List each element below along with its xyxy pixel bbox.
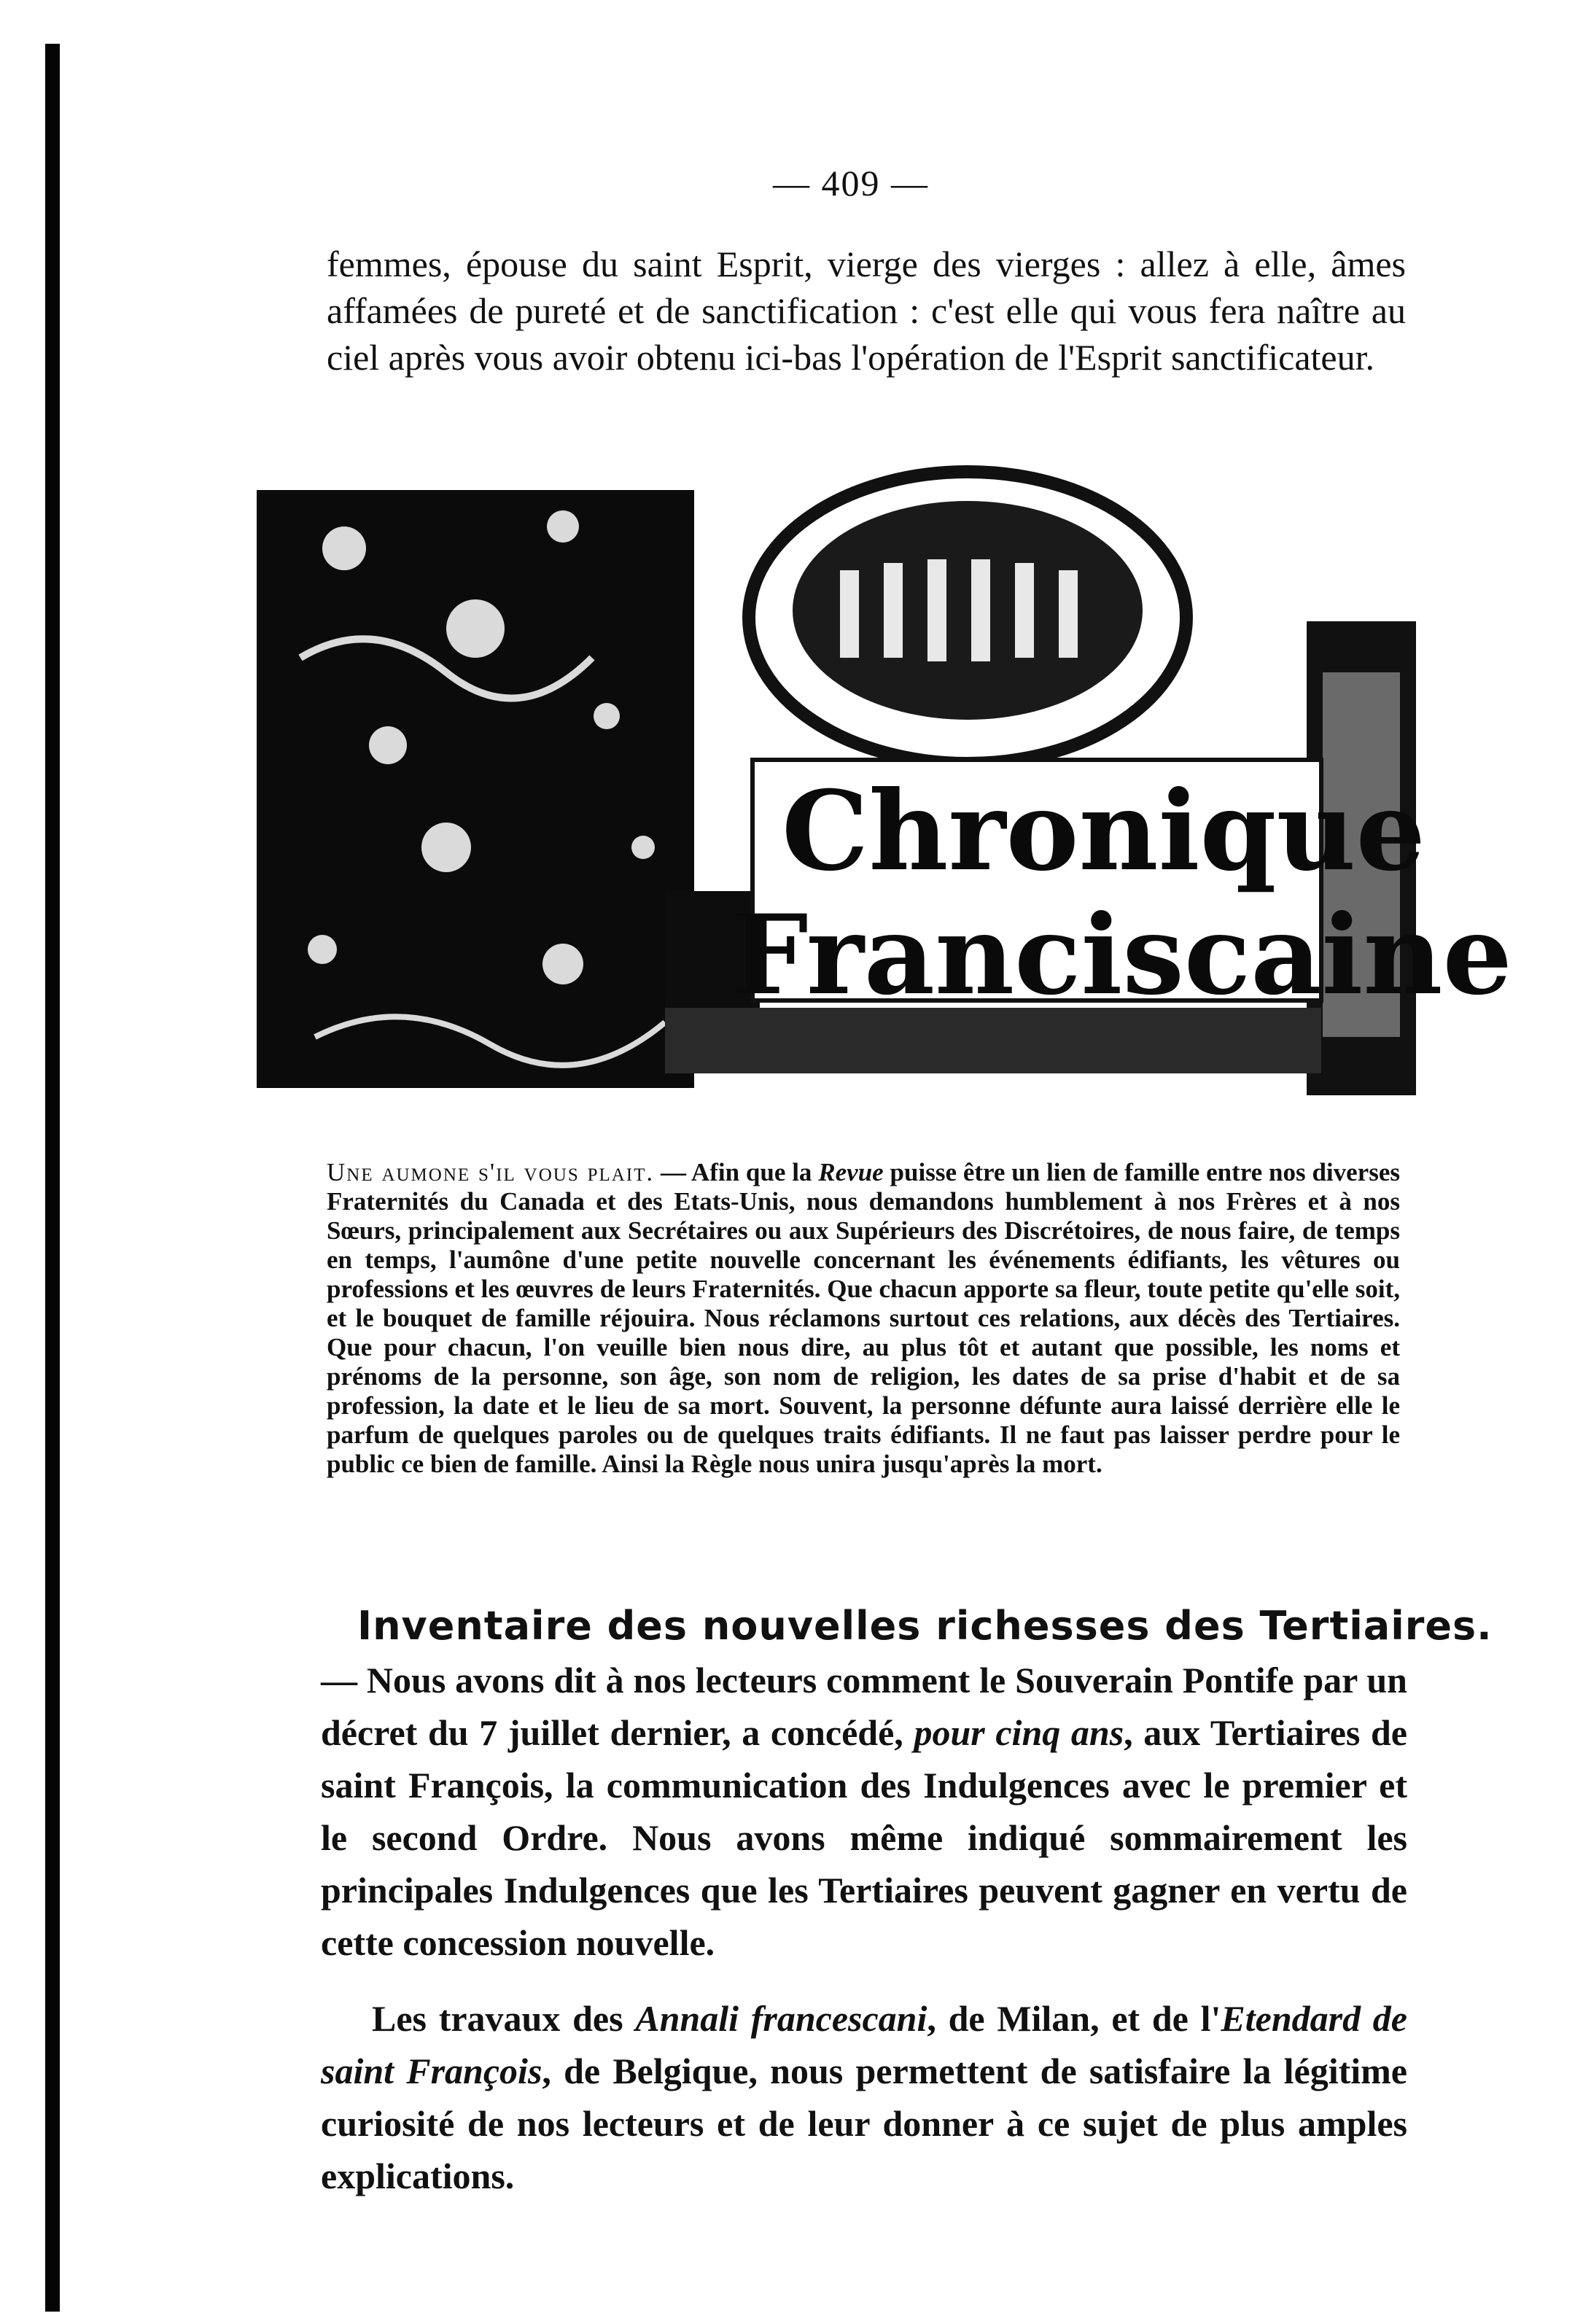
notice-text-2: puisse être un lien de famille entre nos diverses Fraternités du Canada et des Etats-Unis, nous demandons humblement à nos Frères et à nos Sœurs, principalement aux Secrétaires ou aux Supérieurs des Discrétoires, de nous faire, de temps en temps, l'aumône d'une petite nouvelle concernant les événements édifiants, les vêtures ou professions et les œuvres de leurs Fraternités. Que chacun apporte sa fleur, toute petite qu'elle soit, et le bouquet de famille réjouira. Nous réclamons surtout ces relations, aux décès des Tertiaires. Que pour chacun, l'on veuille bien nous dire, au plus tôt et autant que possible, les noms et prénoms de la personne, son âge, son nom de religion, les dates de sa prise d'habit et de sa profession, la date et le lieu de sa mort. Souvent, la personne défunte aura laissé derrière elle le parfum de quelques paroles ou de quelques traits édifiants. Il ne faut pas laisser perdre pour le public ce bien de famille. Ainsi la Règle nous unira jusqu'après la mort. (327, 1158, 1400, 1478)
section-paragraph-1 (321, 1654, 1407, 1969)
section-p2-c: , de Belgique, nous permettent de satisfaire la légitime curiosité de nos lecteurs et de leur donner à ce sujet de plus amples explications. (321, 2051, 1407, 2196)
section-heading: Inventaire des nouvelles richesses des Tertiaires. (357, 1603, 1493, 1649)
section-p1-b: , aux Tertiaires de saint François, la communication des Indulgences avec le premier et le second Ordre. Nous avons même indiqué sommairement les principales Indulgences que les Tertiaires peuvent gagner en vertu de cette concession nouvelle. (321, 1712, 1407, 1963)
top-paragraph: femmes, épouse du saint Esprit, vierge des vierges : allez à elle, âmes affamées de pureté et de sanctification : c'est elle qui vous fera naître au ciel après vous avoir obtenu ici-bas l'opération de l'Esprit sanctificateur. (327, 244, 1406, 378)
wreath-medallion (749, 472, 1186, 763)
notice-paragraph (327, 1158, 1400, 1479)
section-p1-em: pour cinq ans (914, 1712, 1124, 1753)
section-p2-em1: Annali francescani (635, 1998, 927, 2039)
section-p1-a: — Nous avons dit à nos lecteurs comment le Souverain Pontife par un décret du 7 juillet dernier, a concédé, (321, 1660, 1407, 1753)
notice-revue: Revue (818, 1158, 884, 1186)
scan-edge-bar (45, 44, 60, 2312)
page-number: — 409 — (773, 163, 929, 203)
notice-text-1: — Afin que la (654, 1158, 819, 1186)
notice-lead: Une aumone s'il vous plait. (327, 1158, 655, 1186)
section-p2-em2: Etendard de saint François (321, 1998, 1407, 2091)
chronique-franciscaine-banner (257, 439, 1512, 1146)
left-illustration-panel (257, 490, 694, 1088)
banner-title-line1: Chronique (782, 767, 1426, 895)
banner-title-line2: Franciscaine (731, 891, 1512, 1019)
section-p2-a: Les travaux des (372, 1998, 636, 2039)
section-paragraph-2 (321, 1992, 1407, 2202)
section-p2-b: , de Milan, et de l' (927, 1998, 1221, 2039)
